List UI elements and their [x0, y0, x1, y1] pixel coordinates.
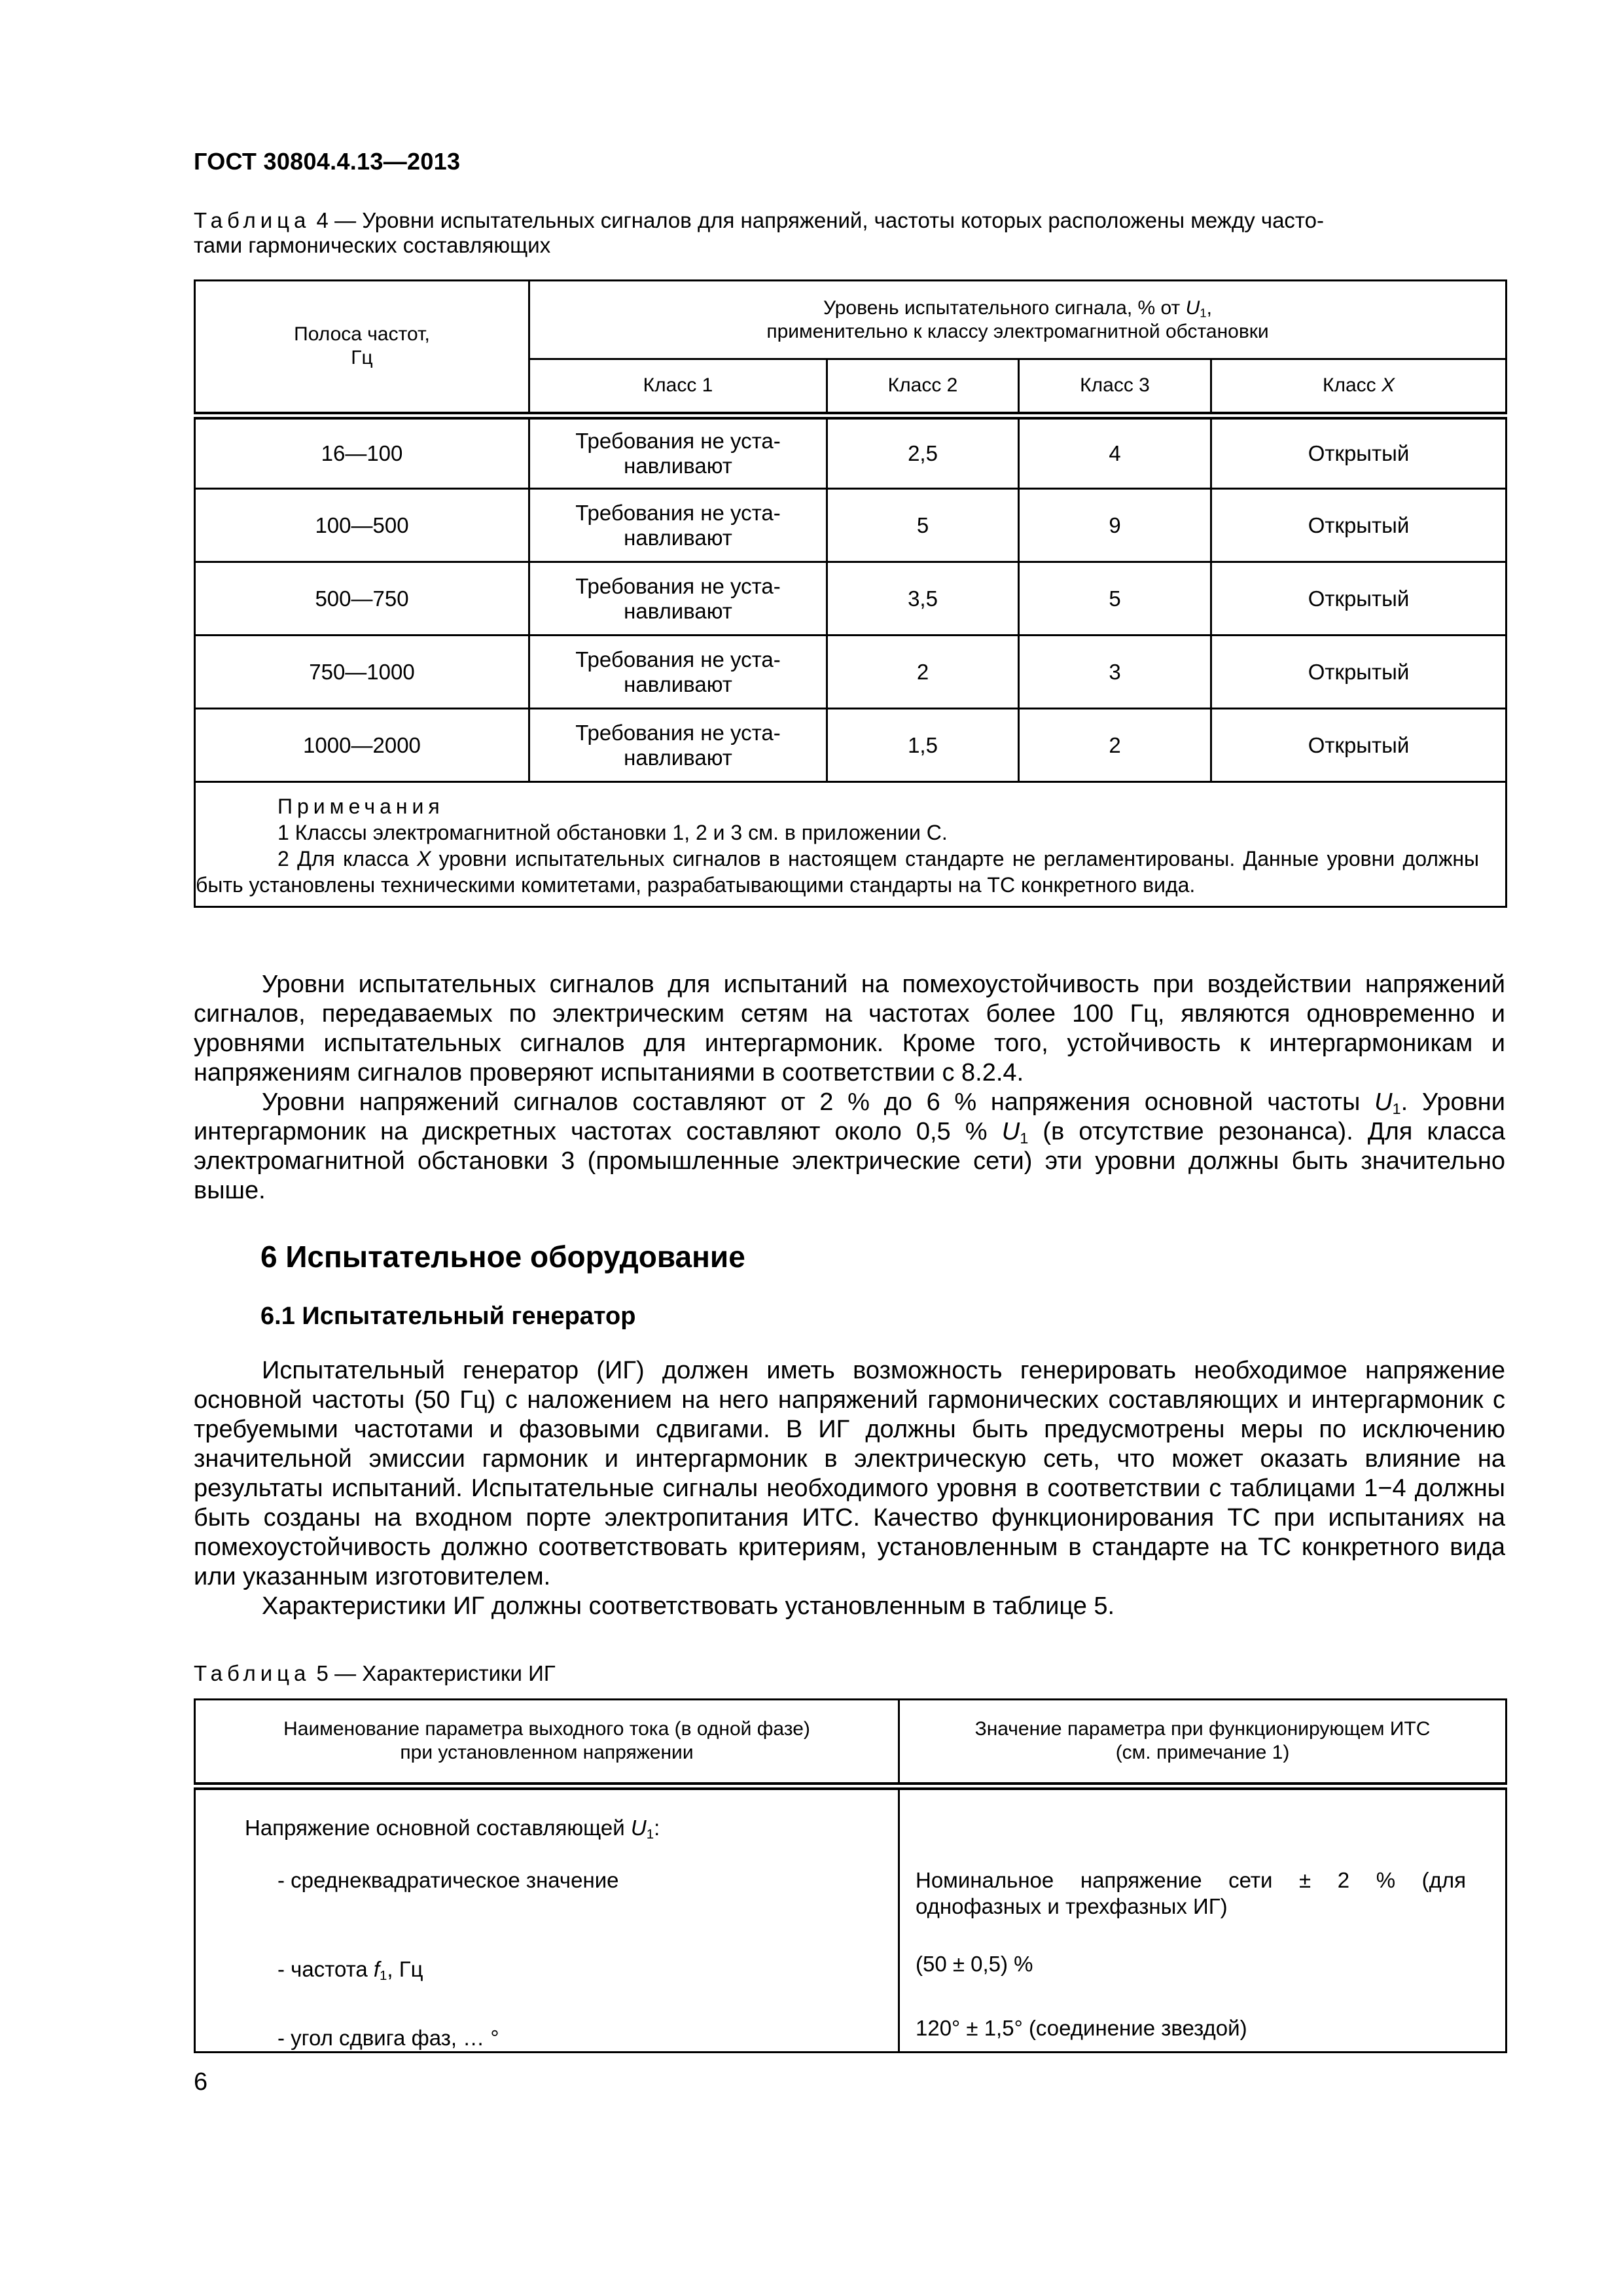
value-phase-angle: 120° ± 1,5° (соединение звездой): [916, 2015, 1247, 2040]
page-number: 6: [194, 2068, 208, 2096]
document-header: ГОСТ 30804.4.13—2013: [194, 148, 461, 175]
table4-caption: [194, 208, 1505, 258]
cell-class1: Требования не уста- навливают: [529, 709, 827, 782]
cell-class2: 3,5: [827, 562, 1019, 636]
cell-band: 1000—2000: [195, 709, 529, 782]
param-rms: - среднеквадратическое значение: [277, 1867, 619, 1892]
cell-classx: Открытый: [1211, 636, 1507, 709]
cell-class1: Требования не уста- навливают: [529, 416, 827, 489]
cell-class1: Требования не уста- навливают: [529, 636, 827, 709]
cell-classx: Открытый: [1211, 416, 1507, 489]
table-row: [195, 636, 1507, 709]
value-frequency: (50 ± 0,5) %: [916, 1951, 1033, 1976]
table4-header-classx: Класс X: [1211, 359, 1507, 416]
cell-class1: Требования не уста- навливают: [529, 489, 827, 562]
paragraph-test-generator: Испытательный генератор (ИГ) должен иметь возможность генерировать необходимое напряжение основной частоты (50 Гц) с наложением на него напряжений гармонических составляющих и интергармоник с требуемыми частотами и фазовыми сдвигами. В ИГ должны быть предусмотрены меры по исключению значительной эмиссии гармоник и интергармоник в электрическую сеть, что может оказать влияние на результаты испытаний. Испытательные сигналы необходимого уровня в соответствии с таблицами 1−4 должны быть созданы на входном порте электропитания ИТС. Качество функционирования ТС при испытаниях на помехоустойчивость должно соответствовать критериям, установленным в стандарте на ТС конкретного вида или указанным изготовителем. Характеристики ИГ должны соответствовать установленным в таблице 5.: [194, 1357, 1505, 1620]
cell-class3: 4: [1019, 416, 1211, 489]
table4-header-level: Уровень испытательного сигнала, % от $U_1$, применительно к классу электромагнитной обстановки: [529, 281, 1507, 359]
table-row: [195, 709, 1507, 782]
table4-header-band: Полоса частот, Гц: [195, 281, 529, 416]
notes-title: Примечания: [277, 795, 444, 818]
param-phase-angle: - угол сдвига фаз, … °: [277, 2025, 499, 2050]
cell-classx: Открытый: [1211, 709, 1507, 782]
paragraph-table5-ref: Характеристики ИГ должны соответствовать установленным в таблице 5.: [262, 1592, 1115, 1620]
table4-header-class3: Класс 3: [1019, 359, 1211, 416]
cell-class2: 5: [827, 489, 1019, 562]
table4: [194, 279, 1507, 908]
cell-class1: Требования не уста- навливают: [529, 562, 827, 636]
cell-class2: 2,5: [827, 416, 1019, 489]
table5-values: [899, 1786, 1507, 2053]
section-6-1-heading: 6.1 Испытательный генератор: [260, 1302, 636, 1330]
cell-band: 16—100: [195, 416, 529, 489]
cell-class3: 5: [1019, 562, 1211, 636]
value-rms: Номинальное напряжение сети ± 2 % (для однофазных и трехфазных ИГ): [916, 1867, 1466, 1918]
param-frequency: - частота $f_1$, Гц: [277, 1956, 423, 1983]
cell-band: 750—1000: [195, 636, 529, 709]
cell-class3: 9: [1019, 489, 1211, 562]
paragraph-interharmonics: Уровни испытательных сигналов для испытаний на помехоустойчивость при воздействии напряжений сигналов, передаваемых по электрическим сетям на частотах более 100 Гц, являются одновременно и уровнями испытательных сигналов для интергармоник. Кроме того, устойчивость к интергармоникам и напряжениям сигналов проверяют испытаниями в соответствии с 8.2.4.: [194, 971, 1505, 1086]
table-row: [195, 562, 1507, 636]
cell-classx: Открытый: [1211, 562, 1507, 636]
table5-params: [195, 1786, 899, 2053]
note-1: 1 Классы электромагнитной обстановки 1, 2 и 3 см. в приложении С.: [277, 821, 948, 844]
section-6-heading: 6 Испытательное оборудование: [260, 1240, 745, 1274]
table4-header-class2: Класс 2: [827, 359, 1019, 416]
table4-caption-text: 4 — Уровни испытательных сигналов для напряжений, частоты которых расположены между часто-: [310, 208, 1325, 232]
table5: [194, 1698, 1507, 2053]
table4-caption-prefix: Таблица: [194, 208, 311, 232]
cell-class2: 2: [827, 636, 1019, 709]
cell-class3: 2: [1019, 709, 1211, 782]
cell-band: 500—750: [195, 562, 529, 636]
group-label: Напряжение основной составляющей $U_1$:: [245, 1815, 660, 1842]
table4-notes: [195, 782, 1507, 907]
table5-header-param: Наименование параметра выходного тока (в одной фазе) при установленном напряжении: [195, 1700, 899, 1786]
table-row: [195, 416, 1507, 489]
table4-header-class1: Класс 1: [529, 359, 827, 416]
cell-classx: Открытый: [1211, 489, 1507, 562]
table5-caption: Таблица 5 — Характеристики ИГ: [194, 1661, 556, 1685]
table-row: [195, 489, 1507, 562]
cell-band: 100—500: [195, 489, 529, 562]
paragraph-signal-levels: Уровни напряжений сигналов составляют от 2 % до 6 % напряжения основной частоты $U_1$. Уровни интергармоник на дискретных частотах составляют около 0,5 % $U_1$ (в отсутствие резонанса). Для класса электромагнитной обстановки 3 (промышленные электрические сети) эти уровни должны быть значительно выше.: [194, 1088, 1506, 1204]
table4-notes-row: [195, 782, 1507, 907]
cell-class3: 3: [1019, 636, 1211, 709]
table5-header-value: Значение параметра при функционирующем ИТС (см. примечание 1): [899, 1700, 1507, 1786]
cell-class2: 1,5: [827, 709, 1019, 782]
table4-caption-line2: тами гармонических составляющих: [194, 233, 551, 257]
note-2: 2 Для класса X уровни испытательных сигналов в настоящем стандарте не регламентированы. Данные уровни должны быть установлены техническими комитетами, разрабатывающими стандарты на ТС конкретного вида.: [196, 847, 1480, 897]
